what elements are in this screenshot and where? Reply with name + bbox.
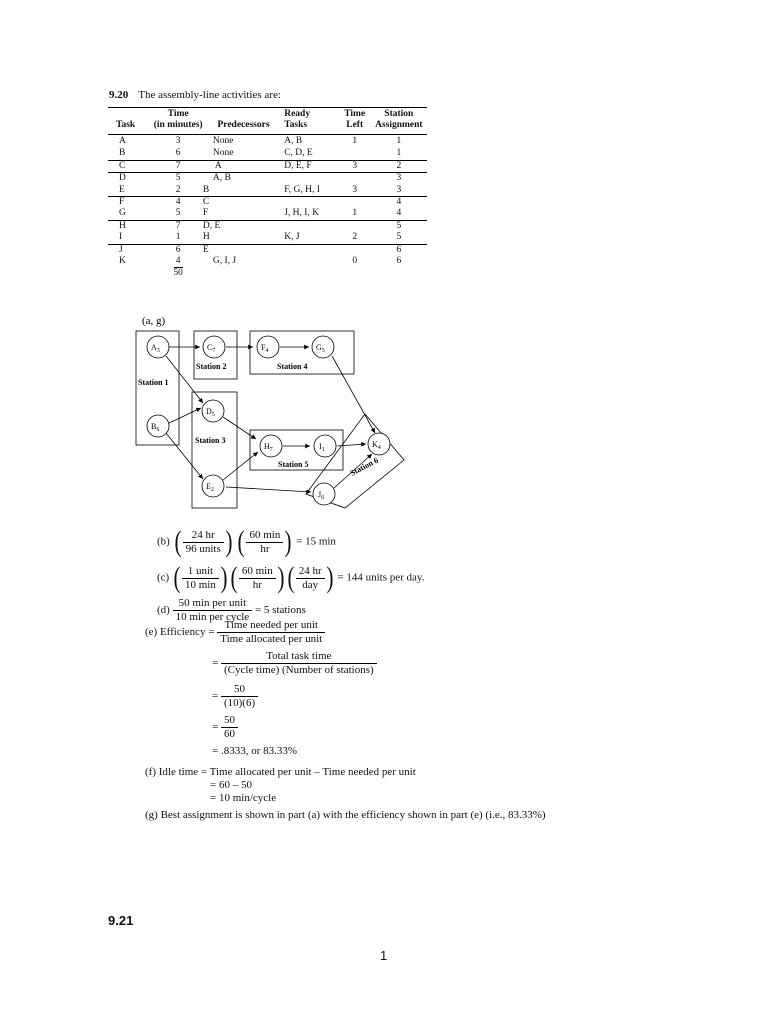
table-row: H 7 D, E 5	[119, 220, 402, 231]
part-a-label: (a, g)	[142, 315, 166, 327]
table-row: I 1 H K, J 2 5	[108, 232, 427, 244]
svg-text:D5: $D_5$	[206, 407, 215, 418]
station-6-label: Station 6	[348, 455, 380, 478]
node-i	[314, 435, 336, 457]
problem-title	[109, 89, 281, 101]
part-f-line-3: = 10 min/cycle	[210, 792, 277, 804]
part-g: (g) Best assignment is shown in part (a) with the efficiency shown in part (e) (i.e., 83.33%)	[145, 809, 546, 821]
station-4-label: Station 4	[277, 362, 308, 371]
svg-text:A3: $A_3$	[151, 343, 160, 354]
node-b	[147, 415, 169, 437]
header-time: Time	[154, 108, 203, 121]
header-in-minutes: (in minutes)	[154, 120, 203, 134]
svg-text:E2: $E_2$	[206, 482, 214, 493]
part-e-result: = .8333, or 83.33%	[212, 745, 298, 757]
svg-text:B6: $B_6$	[151, 422, 160, 433]
node-h	[260, 435, 282, 457]
table-row: A 3 None A, B 1 1	[119, 135, 402, 146]
svg-text:G5: $G_5$	[316, 343, 325, 354]
table-row: K 4 G, I, J 0 6	[119, 255, 402, 267]
part-e: (e) Efficiency = $\frac{\text{Time needed per unit}}{\text{Time allocated per unit}}$	[145, 619, 325, 646]
header-ready: Ready	[284, 108, 339, 121]
node-j	[313, 483, 335, 505]
header-assignment: Assignment	[371, 120, 427, 134]
station-2-label: Station 2	[196, 362, 227, 371]
part-e-line-3: = $\frac{50}{(10)(6)}$	[212, 683, 258, 710]
header-predecessors: Predecessors	[203, 120, 284, 134]
page-number: 1	[380, 948, 388, 963]
part-e-line-2: = $\frac{\text{Total task time}}{\text{(Cycle time) (Number of stations)}}$	[212, 650, 377, 677]
node-k	[368, 433, 390, 455]
station-1-label: Station 1	[138, 378, 169, 387]
part-d: (d) $\frac{\text{50 min per unit}}{\text{10 min per cycle}}$ = 5 stations	[157, 597, 306, 623]
node-f	[257, 336, 279, 358]
node-e	[202, 475, 224, 497]
part-b: (b) ( $\frac{24 hr}{\text{96 units}}$ ) ( $\frac{60 \min}{hr}$ ) = 15 min	[157, 525, 336, 558]
header-tasks: Tasks	[284, 120, 339, 134]
table-total-row	[108, 268, 427, 279]
table-row: G 5 F J, H, I, K 1 4	[108, 208, 427, 220]
svg-text:J6: $J_6$	[318, 490, 325, 501]
header-station: Station	[371, 108, 427, 121]
svg-text:C7: $C_7$	[207, 343, 216, 354]
svg-text:F4: $F_4$	[261, 343, 269, 354]
part-f-line-2: = 60 – 50	[210, 779, 252, 791]
station-5-label: Station 5	[278, 460, 309, 469]
header-left: Left	[339, 120, 371, 134]
node-a	[147, 336, 169, 358]
svg-text:I1: $I_1$	[319, 442, 325, 453]
node-d	[202, 400, 224, 422]
problem-number: 9.20	[109, 89, 129, 101]
node-c	[203, 336, 225, 358]
table-row: B 6 None C, D, E 1	[108, 148, 427, 160]
svg-text:K4: $K_4$	[372, 440, 381, 451]
header-task: Task	[108, 120, 154, 134]
table-body	[108, 134, 427, 279]
svg-text:H7: $H_7$	[264, 442, 273, 453]
problem-intro: The assembly-line activities are:	[138, 89, 281, 101]
table-row: C 7 A D, E, F 3 2	[108, 160, 427, 172]
next-problem-number: 9.21	[108, 913, 134, 928]
part-e-line-4: = $\frac{50}{60}$	[212, 714, 238, 741]
station-3-label: Station 3	[195, 436, 226, 445]
table-row: E 2 B F, G, H, I 3 3	[108, 185, 427, 197]
table-row: D 5 A, B 3	[119, 173, 402, 184]
part-f-line-1: (f) Idle time = Time allocated per unit – Time needed per unit	[145, 766, 416, 778]
part-c: (c) ( $\frac{\text{1 unit}}{10 \min}$ ) ( $\frac{60 \min}{hr}$ ) ( $\frac{24 hr}{\text{day}}$ ) = 144 units per day.	[157, 561, 425, 594]
total-time: 50	[173, 268, 183, 279]
precedence-diagram	[130, 310, 420, 515]
header-time-left: Time	[339, 108, 371, 121]
activities-table	[108, 107, 427, 280]
table-row: F 4 C 4	[119, 196, 402, 207]
node-g	[312, 336, 334, 358]
table-row: J 6 E 6	[119, 244, 402, 255]
